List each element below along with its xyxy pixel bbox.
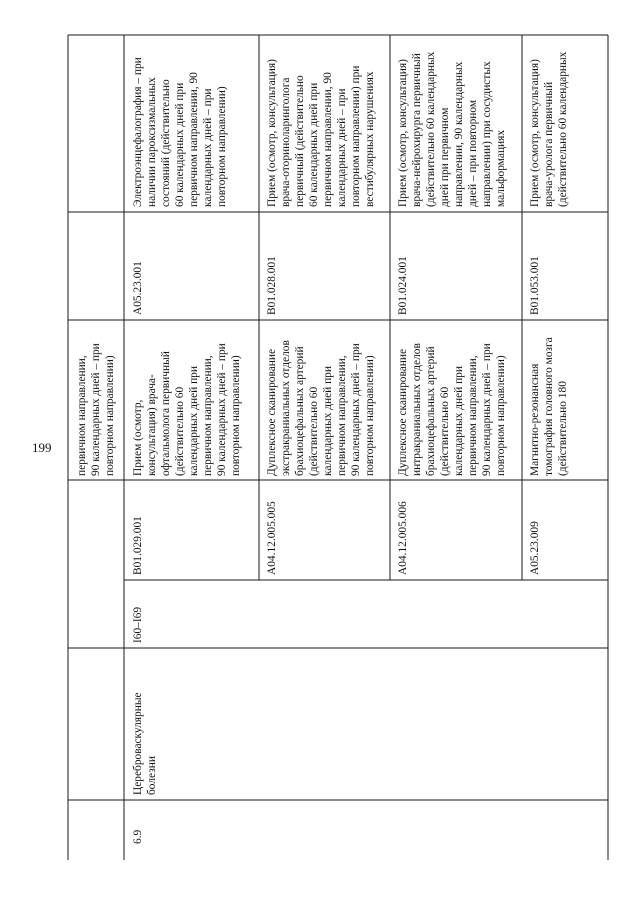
service-name-2: Прием (осмотр, консультация) врача-нейрохирурга первичный (действительно 60 календарных дней при первичном направлении, 90 календарных дней – при повторном направлении) при сосудистых мальформациях — [397, 51, 508, 207]
service-code-1: A04.12.005.006 — [397, 501, 409, 575]
icd-range: I60–I69 — [132, 606, 144, 643]
service-name-2: Прием (осмотр, консультация) врача-уролога первичный (действительно 60 календарных — [529, 51, 570, 207]
continuation-name: первичном направлении, 90 календарных дней – при повторном направлении) — [76, 343, 117, 476]
service-name-2: Электроэнцефалография – при наличии пароксизмальных состояний (действительно 60 календарных дней при первичном направлении, 90 календарных дней – при повторном направлении) — [132, 57, 229, 207]
disease-group: Цереброваскулярные болезни — [132, 692, 159, 795]
service-code-1: A04.12.005.005 — [266, 501, 278, 575]
service-code-2: B01.053.001 — [529, 256, 541, 315]
row-number: 6.9 — [132, 829, 144, 844]
page-number: 199 — [32, 440, 52, 455]
service-name-1: Прием (осмотр, консультация) врача- офтальмолога первичный (действительно 60 календарных дней при первичном направлении, 90 календарных дней – при повторном направлении) — [132, 343, 243, 476]
service-name-1: Магнитно-резонансная томография головного мозга (действительно 180 — [529, 337, 570, 476]
service-code-2: A05.23.001 — [132, 261, 144, 315]
service-code-1: A05.23.009 — [529, 521, 541, 575]
service-code-2: B01.024.001 — [397, 256, 409, 315]
service-name-1: Дуплексное сканирование интракраниальных отделов брахиоцефальных артерий (действительно 60 календарных дней при первичном направлении, 90 календарных дней – при повторном направлении) — [397, 343, 508, 476]
service-name-1: Дуплексное сканирование экстракраниальных отделов брахиоцефальных артерий (действительно 60 календарных дней при первичном направлении, 90 календарных дней – при повторном направлении) — [266, 340, 377, 476]
service-code-2: B01.028.001 — [266, 256, 278, 315]
service-name-2: Прием (осмотр, консультация) врача-оториноларинголога первичный (действительно 60 календарных дней при первичном направлении, 90 календарных дней – при повторном направлении) при вестибулярных нарушениях — [266, 59, 377, 207]
service-code-1: B01.029.001 — [132, 516, 144, 575]
